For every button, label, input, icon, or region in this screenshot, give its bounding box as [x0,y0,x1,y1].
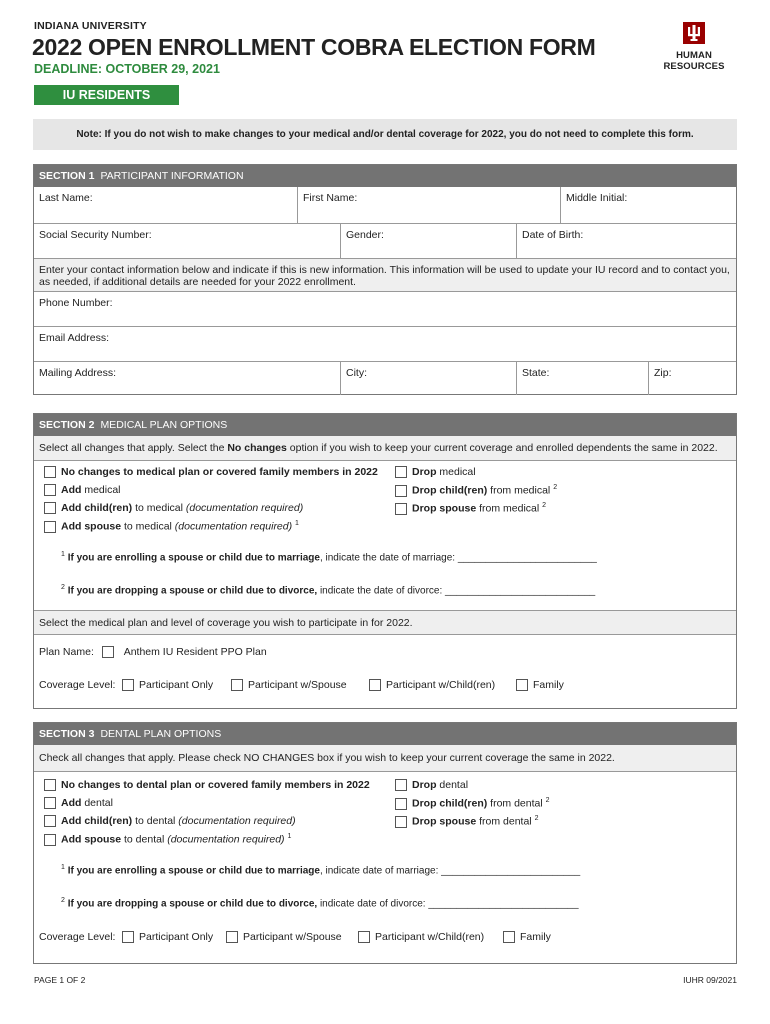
section-title: MEDICAL PLAN OPTIONS [100,419,228,431]
plan-checkbox[interactable] [102,646,114,658]
checkbox[interactable] [395,503,407,515]
zip-field[interactable]: Zip: [648,362,736,395]
section-medical-options [33,413,737,709]
add-dental-option[interactable]: Add dental [44,797,113,809]
coverage-participant-only[interactable]: Participant Only [122,679,213,691]
checkbox[interactable] [503,931,515,943]
add-child-medical-option[interactable]: Add child(ren) to medical (documentation required) [44,502,303,514]
medical-no-changes-option[interactable]: No changes to medical plan or covered family members in 2022 [44,466,378,478]
add-child-dental-option[interactable]: Add child(ren) to dental (documentation required) [44,815,296,827]
checkbox[interactable] [122,679,134,691]
checkbox[interactable] [44,502,56,514]
city-field[interactable]: City: [340,362,516,395]
section-header [34,165,736,187]
checkbox[interactable] [395,779,407,791]
section-dental-options [33,722,737,964]
coverage-participant-spouse[interactable]: Participant w/Spouse [226,931,342,943]
plan-name: Anthem IU Resident PPO Plan [123,646,267,658]
note-banner: Note: If you do not wish to make changes to your medical and/or dental coverage for 2022, you do not need to complete this form. [33,119,737,150]
checkbox[interactable] [226,931,238,943]
deadline: DEADLINE: OCTOBER 29, 2021 [34,62,220,76]
checkbox[interactable] [44,521,56,533]
gender-field[interactable]: Gender: [340,224,516,258]
dental-change-options [34,771,736,963]
checkbox[interactable] [395,466,407,478]
first-name-field[interactable]: First Name: [297,187,560,223]
checkbox[interactable] [44,834,56,846]
add-spouse-medical-option[interactable]: Add spouse to medical (documentation required) $^1$ [44,520,299,533]
marriage-date-line[interactable]: $^1$ If you are enrolling a spouse or child due to marriage, indicate date of marriage: _________________________ [61,864,581,877]
checkbox[interactable] [395,798,407,810]
checkbox[interactable] [44,484,56,496]
middle-initial-field[interactable]: Middle Initial: [560,187,736,223]
iu-trident-icon [683,22,705,44]
checkbox[interactable] [231,679,243,691]
section-header [34,414,736,436]
coverage-family[interactable]: Family [503,931,551,943]
plan-name-row: Plan Name: Anthem IU Resident PPO Plan [39,646,267,658]
residents-tag: IU RESIDENTS [34,85,179,105]
phone-field[interactable]: Phone Number: [39,297,113,309]
medical-instructions: Select all changes that apply. Select the No changes option if you wish to keep your current coverage and enrolled dependents the same in 2022. [34,436,736,460]
hr-logo [646,22,742,72]
checkbox[interactable] [516,679,528,691]
divorce-date-line[interactable]: $^2$ If you are dropping a spouse or child due to divorce, indicate date of divorce: ___________________________ [61,897,579,910]
medical-change-options [34,460,736,610]
checkbox[interactable] [122,931,134,943]
drop-spouse-medical-option[interactable]: Drop spouse from medical $^2$ [395,502,546,515]
drop-medical-option[interactable]: Drop medical [395,466,476,478]
email-field[interactable]: Email Address: [39,332,110,344]
checkbox[interactable] [395,485,407,497]
state-field[interactable]: State: [516,362,648,395]
coverage-family[interactable]: Family [516,679,564,691]
section-participant-info [33,164,737,395]
coverage-level-label: Coverage Level: [39,679,116,691]
ssn-field[interactable]: Social Security Number: [39,229,152,241]
checkbox[interactable] [44,797,56,809]
page-number: PAGE 1 OF 2 [34,975,86,985]
dental-no-changes-option[interactable]: No changes to dental plan or covered family members in 2022 [44,779,370,791]
coverage-level-label: Coverage Level: [39,931,116,943]
section-title: DENTAL PLAN OPTIONS [100,728,222,740]
drop-child-dental-option[interactable]: Drop child(ren) from dental $^2$ [395,797,550,810]
form-code: IUHR 09/2021 [683,975,737,985]
coverage-participant-only[interactable]: Participant Only [122,931,213,943]
checkbox[interactable] [369,679,381,691]
contact-instructions: Enter your contact information below and indicate if this is new information. This information will be used to update your IU record and to contact you, as needed, if additional details are needed for your 2022 enrollment. [34,258,736,291]
coverage-participant-children[interactable]: Participant w/Child(ren) [358,931,484,943]
university-name: INDIANA UNIVERSITY [34,20,147,32]
section-title: PARTICIPANT INFORMATION [100,170,244,182]
logo-text: HUMAN RESOURCES [663,50,725,72]
plan-instructions: Select the medical plan and level of coverage you wish to participate in for 2022. [34,610,736,634]
divorce-date-line[interactable]: $^2$ If you are dropping a spouse or child due to divorce, indicate the date of divorce: ___________________________ [61,584,596,597]
drop-dental-option[interactable]: Drop dental [395,779,468,791]
form-title: 2022 OPEN ENROLLMENT COBRA ELECTION FORM [32,34,596,60]
coverage-participant-children[interactable]: Participant w/Child(ren) [369,679,495,691]
checkbox[interactable] [358,931,370,943]
section-number: SECTION 3 [39,728,95,740]
section-header [34,723,736,745]
plan-selection [34,634,736,709]
marriage-date-line[interactable]: $^1$ If you are enrolling a spouse or child due to marriage, indicate the date of marriage: _________________________ [61,551,597,564]
add-spouse-dental-option[interactable]: Add spouse to dental (documentation required) $^1$ [44,833,291,846]
drop-child-medical-option[interactable]: Drop child(ren) from medical $^2$ [395,484,557,497]
checkbox[interactable] [44,779,56,791]
section-number: SECTION 2 [39,419,95,431]
checkbox[interactable] [44,466,56,478]
add-medical-option[interactable]: Add medical [44,484,121,496]
coverage-participant-spouse[interactable]: Participant w/Spouse [231,679,347,691]
last-name-field[interactable]: Last Name: [39,192,93,204]
dob-field[interactable]: Date of Birth: [516,224,736,258]
checkbox[interactable] [395,816,407,828]
section-number: SECTION 1 [39,170,95,182]
checkbox[interactable] [44,815,56,827]
mailing-address-field[interactable]: Mailing Address: [39,367,117,379]
drop-spouse-dental-option[interactable]: Drop spouse from dental $^2$ [395,815,538,828]
dental-instructions: Check all changes that apply. Please check NO CHANGES box if you wish to keep your current coverage the same in 2022. [34,745,736,771]
